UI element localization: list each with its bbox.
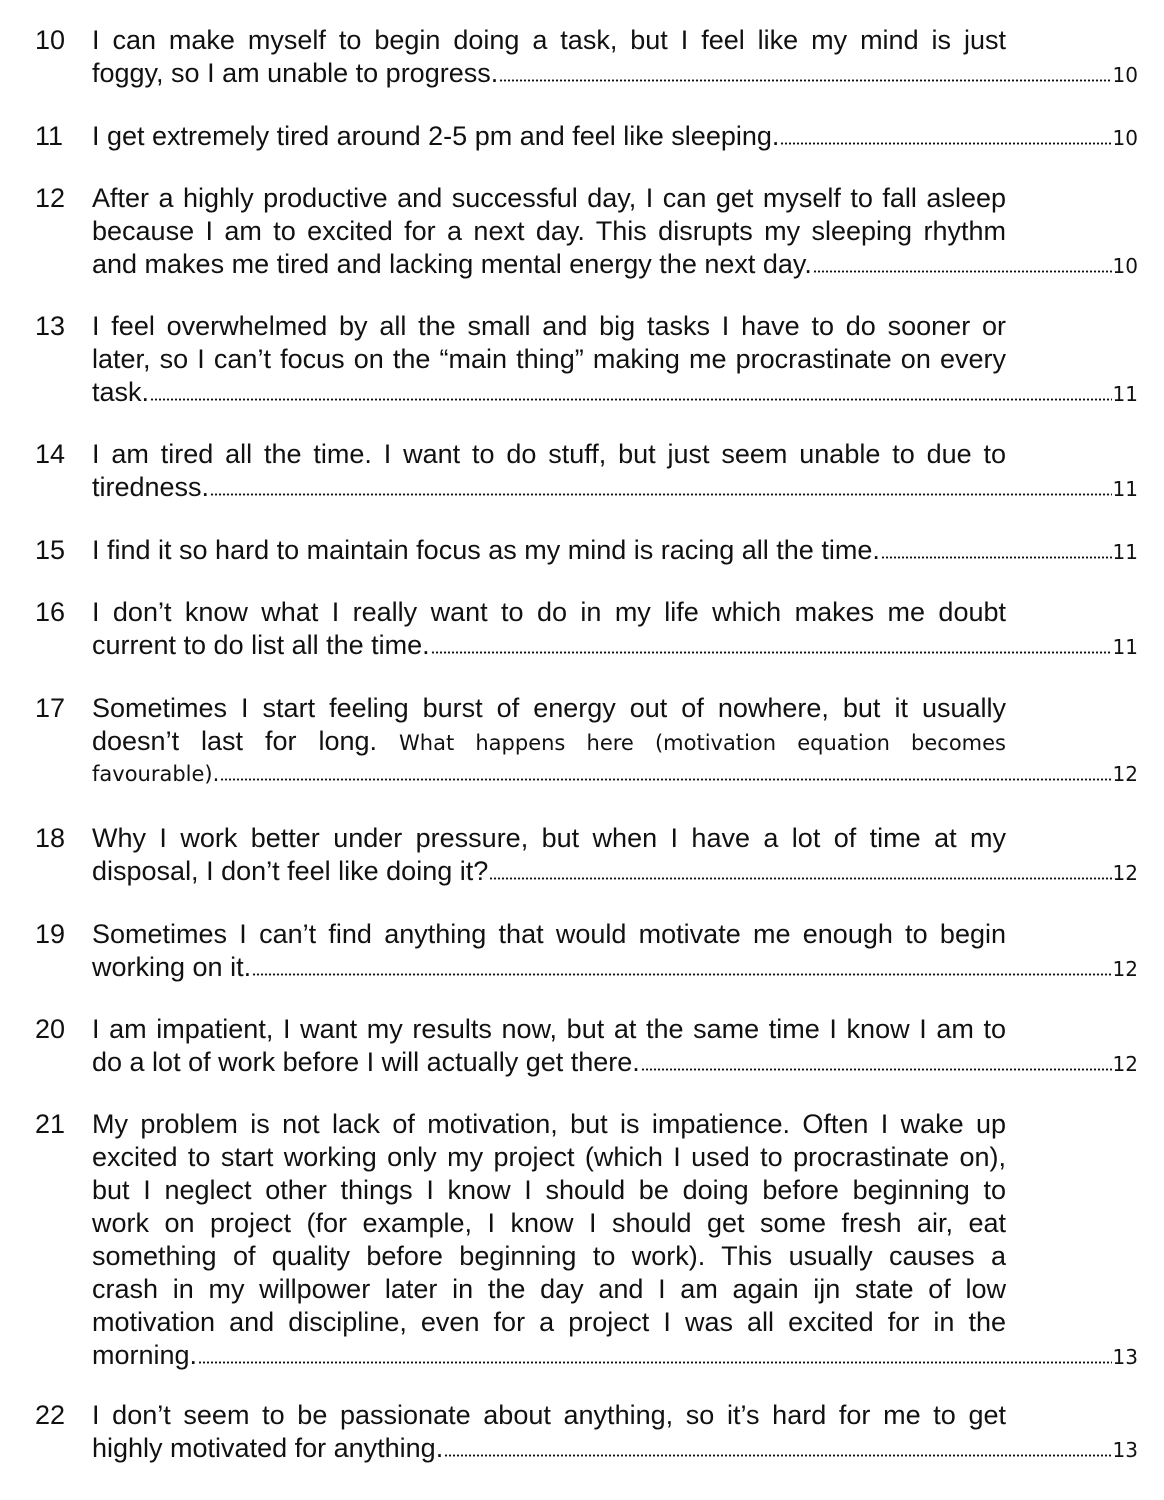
entry-text-line: excited to start working only my project (which I used to procrastinate on), [92,1142,1006,1172]
entry-text-line: later, so I can’t focus on the “main thing” making me procrastinate on every [92,344,1006,374]
page-number[interactable]: 12 [1112,861,1138,885]
entry-last-line [92,758,1138,791]
entry-text-line-mixed [92,725,1006,758]
entry-text-line: I feel overwhelmed by all the small and big tasks I have to do sooner or [92,311,1006,341]
entry-number: 19 [35,919,66,949]
entry-number: 16 [35,597,66,627]
entry-last-line [92,629,1138,662]
entry-last-line [92,471,1138,504]
page-number[interactable]: 12 [1112,1052,1138,1076]
dot-leader [489,877,1111,880]
dot-leader [220,778,1111,781]
entry-number: 22 [35,1400,66,1430]
dot-leader [813,270,1112,273]
dot-leader [210,493,1111,496]
entry-text-line: I am tired all the time. I want to do stuff, but just seem unable to due to [92,439,1006,469]
entry-text-line: task. [92,377,150,407]
entry-text-line: something of quality before beginning to work). This usually causes a [92,1241,1006,1271]
entry-text-line: favourable). [92,762,220,786]
entry-text-line: I am impatient, I want my results now, but at the same time I know I am to [92,1014,1006,1044]
entry-text-line: morning. [92,1340,198,1370]
entry-number: 20 [35,1014,66,1044]
entry-text-line: Sometimes I can’t find anything that would motivate me enough to begin [92,919,1006,949]
dot-leader [444,1454,1111,1457]
page-number[interactable]: 13 [1112,1345,1138,1369]
entry-text-segment-note: What happens here (motivation equation becomes [399,731,1006,755]
entry-text-line: tiredness. [92,472,210,502]
entry-text-segment: doesn’t last for long. [92,726,378,756]
page-number[interactable]: 13 [1112,1438,1138,1462]
entry-number: 17 [35,693,66,723]
entry-last-line [92,534,1138,567]
entry-text-line: I get extremely tired around 2-5 pm and feel like sleeping. [92,121,780,151]
entry-last-line [92,1339,1138,1372]
entry-text-line: work on project (for example, I know I should get some fresh air, eat [92,1208,1006,1238]
entry-text-line: Why I work better under pressure, but when I have a lot of time at my [92,823,1006,853]
dot-leader [431,651,1112,654]
entry-text-line: highly motivated for anything. [92,1433,444,1463]
entry-last-line [92,376,1138,409]
page-number[interactable]: 11 [1112,477,1138,501]
dot-leader [252,973,1111,976]
page-number[interactable]: 12 [1112,957,1138,981]
entry-text-line: but I neglect other things I know I should be doing before beginning to [92,1175,1006,1205]
entry-text-line: current to do list all the time. [92,630,430,660]
entry-number: 14 [35,439,66,469]
entry-text-line: My problem is not lack of motivation, but is impatience. Often I wake up [92,1109,1006,1139]
page-number[interactable]: 10 [1112,63,1138,87]
page-number[interactable]: 12 [1112,762,1138,786]
page-number[interactable]: 10 [1112,126,1138,150]
entry-number: 13 [35,311,66,341]
dot-leader [780,142,1111,145]
entry-text-line: do a lot of work before I will actually get there. [92,1047,640,1077]
entry-number: 10 [35,25,66,55]
entry-text-line: After a highly productive and successful day, I can get myself to fall asleep [92,183,1006,213]
entry-text-line: I find it so hard to maintain focus as my mind is racing all the time. [92,535,880,565]
entry-number: 12 [35,183,66,213]
entry-number: 21 [35,1109,66,1139]
entry-number: 11 [35,121,64,151]
entry-text-line: because I am to excited for a next day. This disrupts my sleeping rhythm [92,216,1006,246]
dot-leader [499,79,1111,82]
dot-leader [641,1068,1112,1071]
entry-text-line: crash in my willpower later in the day and I am again ijn state of low [92,1274,1006,1304]
page-number[interactable]: 11 [1112,382,1138,406]
page-number[interactable]: 11 [1112,635,1138,659]
dot-leader [881,556,1112,559]
entry-text-line: foggy, so I am unable to progress. [92,58,499,88]
entry-text-line: I can make myself to begin doing a task, but I feel like my mind is just [92,25,1006,55]
page-number[interactable]: 11 [1112,540,1138,564]
page-number[interactable]: 10 [1112,254,1138,278]
entry-text-line: motivation and discipline, even for a project I was all excited for in the [92,1307,1006,1337]
entry-text-line: and makes me tired and lacking mental energy the next day. [92,249,812,279]
dot-leader [198,1361,1112,1364]
entry-last-line [92,1046,1138,1079]
entry-last-line [92,1432,1138,1465]
entry-number: 18 [35,823,66,853]
entry-last-line [92,855,1138,888]
entry-last-line [92,951,1138,984]
entry-last-line [92,120,1138,153]
entry-number: 15 [35,535,66,565]
entry-text-line: I don’t know what I really want to do in my life which makes me doubt [92,597,1006,627]
entry-last-line [92,248,1138,281]
entry-text-line: disposal, I don’t feel like doing it? [92,856,489,886]
entry-text-line: I don’t seem to be passionate about anything, so it’s hard for me to get [92,1400,1006,1430]
dot-leader [150,398,1112,401]
entry-text-line: working on it. [92,952,252,982]
entry-text-line: Sometimes I start feeling burst of energy out of nowhere, but it usually [92,693,1006,723]
entry-last-line [92,57,1138,90]
